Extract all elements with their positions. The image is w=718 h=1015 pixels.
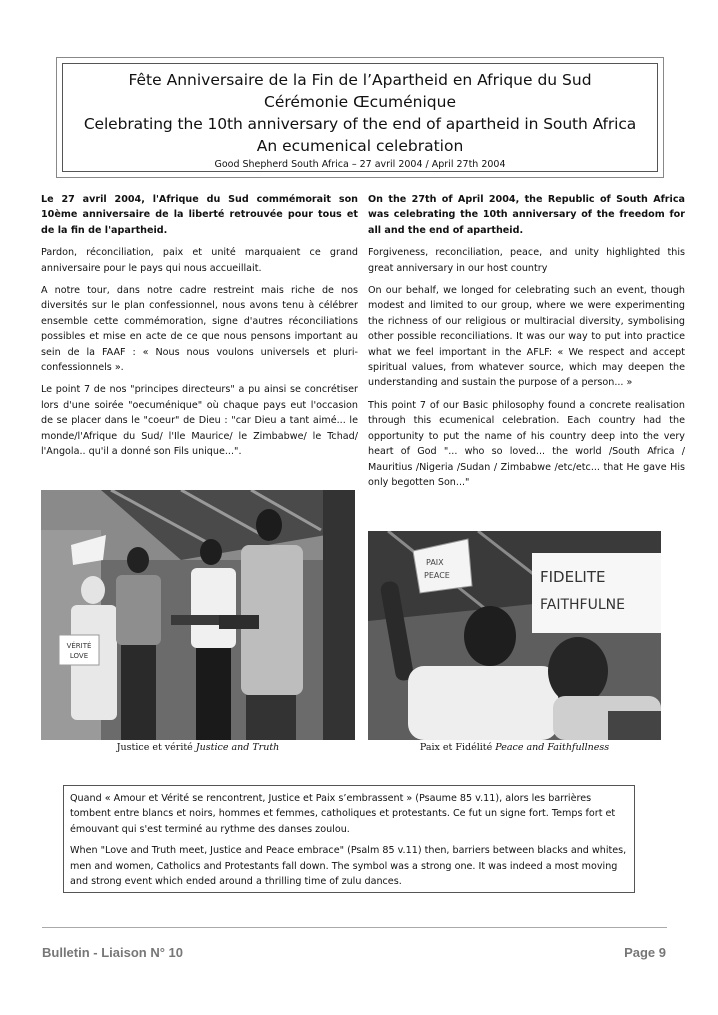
right-paragraph-2: On our behalf, we longed for celebrating such an event, though modest and limited to our group, where we were experimenting the richness of our religious or multiracial diversity, symbolising other possible reconciliations. It was our way to put into practice what we feel important in the AFLF: « We respect and accept spiritual values, from whatever source, which may deepen the understanding and sustain the purpose of a person... » — [368, 285, 685, 389]
left-lead: Le 27 avril 2004, l'Afrique du Sud commémorait son 10ème anniversaire de la liberté retrouvée pour tous et de la fin de l'apartheid. — [41, 194, 358, 236]
right-lead: On the 27th of April 2004, the Republic of South Africa was celebrating the 10th anniversary of the freedom for all and the end of apartheid. — [368, 194, 685, 236]
photo-left-sign-text-2: LOVE — [69, 652, 89, 660]
caption-left — [41, 742, 355, 753]
photo-justice-truth-image — [41, 490, 355, 740]
caption-right-fr: Paix et Fidélité — [419, 742, 493, 753]
caption-right — [368, 742, 661, 753]
subtitle-en: An ecumenical celebration — [256, 137, 464, 155]
subtitle-fr: Cérémonie Œcuménique — [264, 93, 456, 111]
photo-right-sign-left-1: PAIX — [426, 558, 444, 567]
photo-peace-faithfullness-image — [368, 531, 661, 740]
photo-justice-truth — [41, 490, 355, 740]
right-column — [368, 192, 685, 497]
footer-page-number: Page 9 — [624, 945, 666, 960]
footer-bulletin: Bulletin - Liaison N° 10 — [42, 945, 183, 960]
left-paragraph-2: A notre tour, dans notre cadre restreint mais riche de nos diversités sur le plan confessionnel, nous avons tenu à célébrer ensemble cette commémoration, signe d'autres réconciliations possibles et mise en acte de ce que nous pensons important au sein de la FAAF : « Nous nous voulons universels et pluri-confessionnels ». — [41, 285, 358, 374]
photo-right-sign-left-2: PEACE — [424, 571, 450, 580]
title-fr: Fête Anniversaire de la Fin de l’Apartheid en Afrique du Sud — [128, 71, 592, 89]
left-paragraph-3: Le point 7 de nos "principes directeurs" a pu ainsi se concrétiser lors d'une soirée "oecuménique" où chaque pays eut l'occasion de se placer dans le "coeur" de Dieu : "car Dieu a tant aimé... le monde/l'Afrique du Sud/ l'Ile Maurice/ le Zimbabwe/ le Tchad/ l'Angola.. qu'il a donné son Fils unique...". — [41, 384, 358, 458]
title-box — [56, 57, 664, 178]
left-column — [41, 192, 358, 467]
photo-right-sign-right-1: FIDELITE — [540, 568, 606, 586]
caption-left-en: Justice and Truth — [195, 742, 280, 753]
caption-right-en: Peace and Faithfullness — [495, 742, 610, 753]
quote-fr: Quand « Amour et Vérité se rencontrent, Justice et Paix s’embrassent » (Psaume 85 v.11), alors les barrières tombent entre blancs et noirs, hommes et femmes, catholiques et protestants. Ce fut un signe fort. Temps fort et émouvant qui s'est terminé au rythme des danses zoulou. — [70, 793, 616, 835]
caption-left-fr: Justice et vérité — [116, 742, 193, 753]
quote-en: When "Love and Truth meet, Justice and Peace embrace" (Psalm 85 v.11) then, barriers between blacks and whites, men and women, Catholics and Protestants fall down. The symbol was a strong one. It was indeed a most moving and strong event which ended around a thrilling time of zulu dances. — [70, 845, 627, 888]
photo-left-sign-text-1: VÉRITÉ — [66, 642, 92, 650]
left-paragraph-1: Pardon, réconciliation, paix et unité marquaient ce grand anniversaire pour le pays qui nous accueillait. — [41, 247, 358, 274]
source-line: Good Shepherd South Africa – 27 avril 2004 / April 27th 2004 — [214, 159, 506, 170]
quote-box — [63, 785, 635, 893]
right-paragraph-3: This point 7 of our Basic philosophy found a concrete realisation through this ecumenical celebration. Each country had the opportunity to put the name of his country deep into the very heart of God "... who so loved... the world /South Africa / Mauritius /Nigeria /Sudan / Zimbabwe /etc/etc... that He gave His only begotten Son..." — [368, 399, 685, 488]
photo-peace-faithfullness — [368, 531, 661, 740]
right-paragraph-1: Forgiveness, reconciliation, peace, and unity highlighted this great anniversary in our host country — [368, 247, 685, 274]
title-en: Celebrating the 10th anniversary of the end of apartheid in South Africa — [83, 115, 637, 133]
footer-divider — [42, 927, 667, 928]
title-box-inner — [62, 63, 658, 172]
photo-right-sign-right-2: FAITHFULNE — [540, 597, 625, 613]
